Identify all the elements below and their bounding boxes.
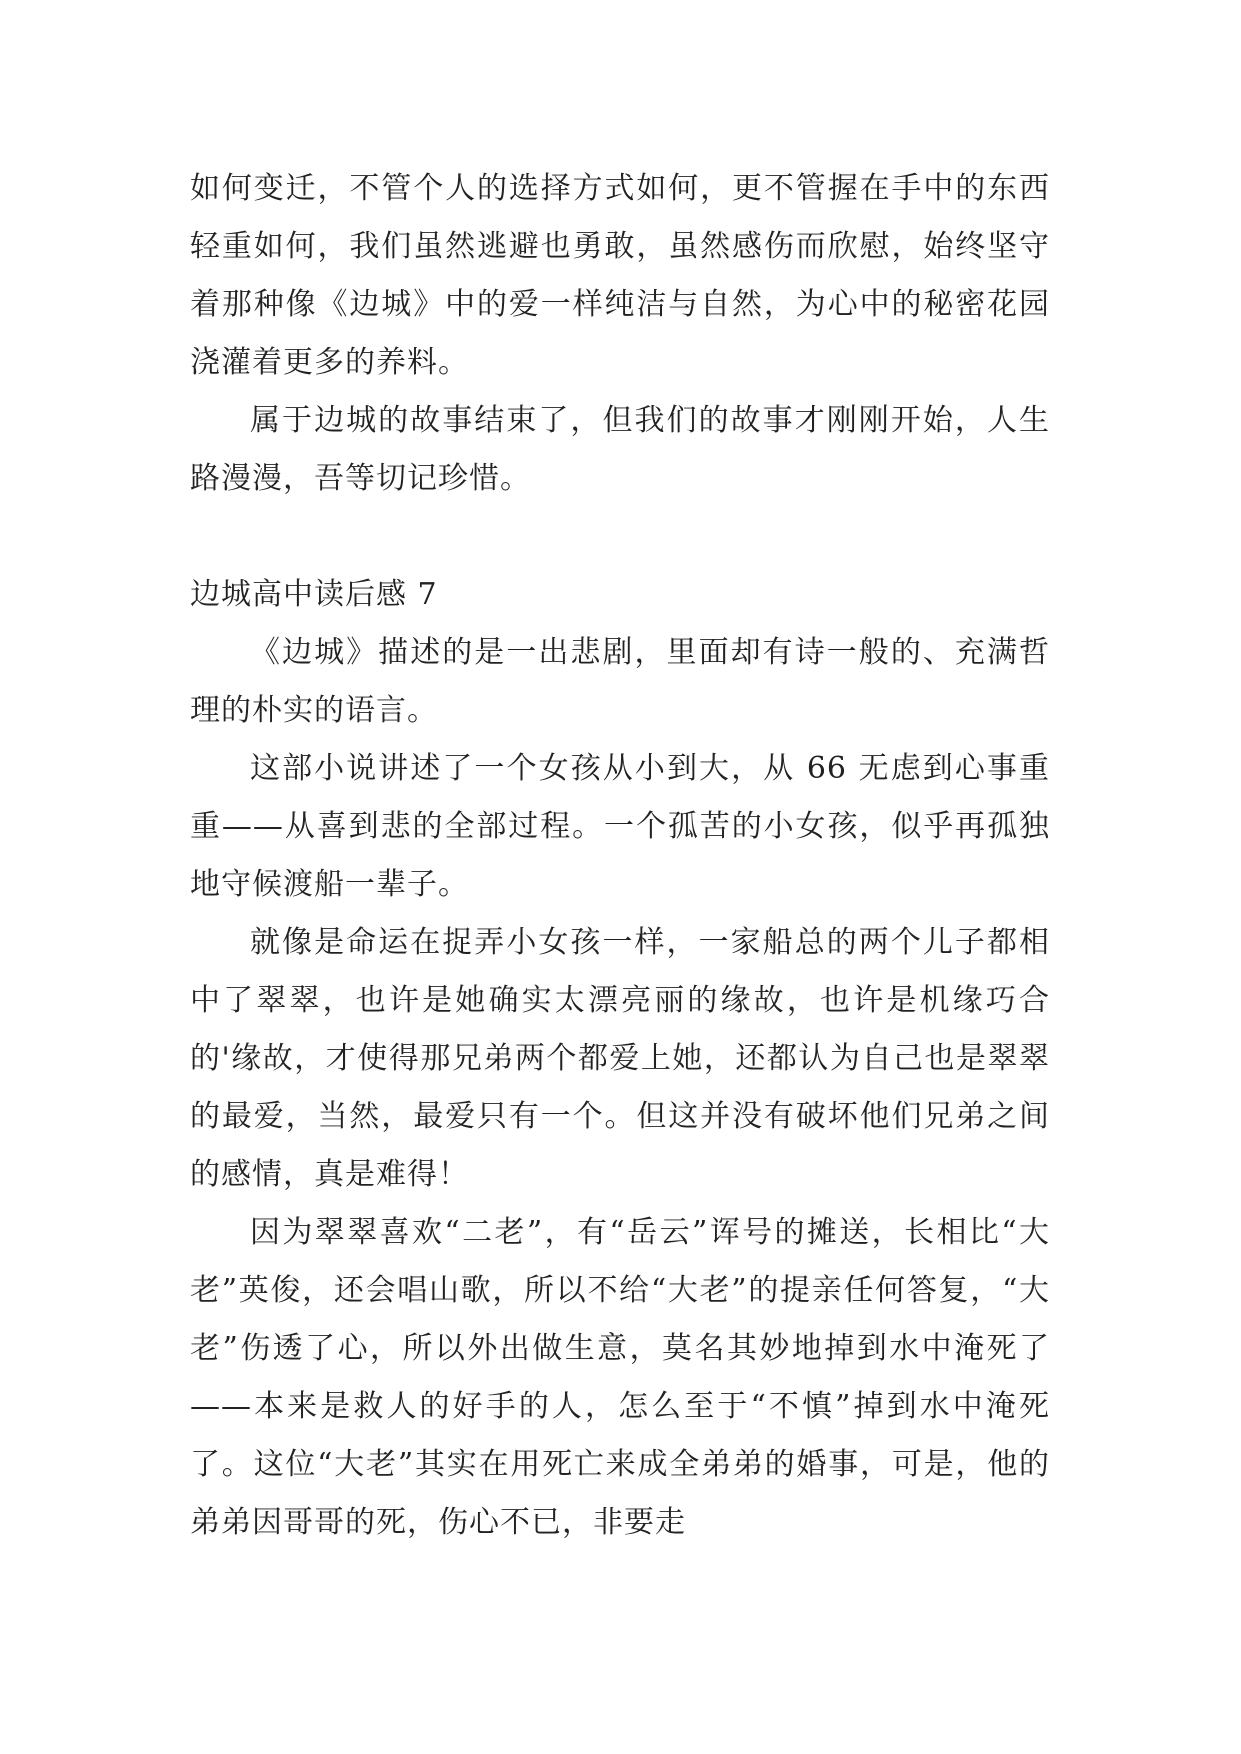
- paragraph: 《边城》描述的是一出悲剧，里面却有诗一般的、充满哲理的朴实的语言。: [190, 635, 1050, 728]
- paragraph: 属于边城的故事结束了，但我们的故事才刚刚开始，人生路漫漫，吾等切记珍惜。: [190, 403, 1050, 496]
- paragraph: 就像是命运在捉弄小女孩一样，一家船总的两个儿子都相中了翠翠，也许是她确实太漂亮丽的缘故，也许是机缘巧合的'缘故，才使得那兄弟两个都爱上她，还都认为自己也是翠翠的最爱，当然，最爱只有一个。但这并没有破坏他们兄弟之间的感情，真是难得！: [190, 925, 1050, 1192]
- section-heading: 边城高中读后感 7: [190, 577, 438, 612]
- paragraph: 因为翠翠喜欢“二老”，有“岳云”诨号的摊送，长相比“大老”英俊，还会唱山歌，所以不给“大老”的提亲任何答复，“大老”伤透了心，所以外出做生意，莫名其妙地掉到水中淹死了——本来是救人的好手的人，怎么至于“不慎”掉到水中淹死了。这位“大老”其实在用死亡来成全弟弟的婚事，可是，他的弟弟因哥哥的死，伤心不已，非要走: [190, 1215, 1050, 1540]
- paragraph: 这部小说讲述了一个女孩从小到大，从 66 无虑到心事重重——从喜到悲的全部过程。一个孤苦的小女孩，似乎再孤独地守候渡船一辈子。: [190, 751, 1050, 902]
- paragraph-continued: 如何变迁，不管个人的选择方式如何，更不管握在手中的东西轻重如何，我们虽然逃避也勇敢，虽然感伤而欣慰，始终坚守着那种像《边城》中的爱一样纯洁与自然，为心中的秘密花园浇灌着更多的养料。: [190, 171, 1050, 380]
- document-body: [190, 160, 1050, 1552]
